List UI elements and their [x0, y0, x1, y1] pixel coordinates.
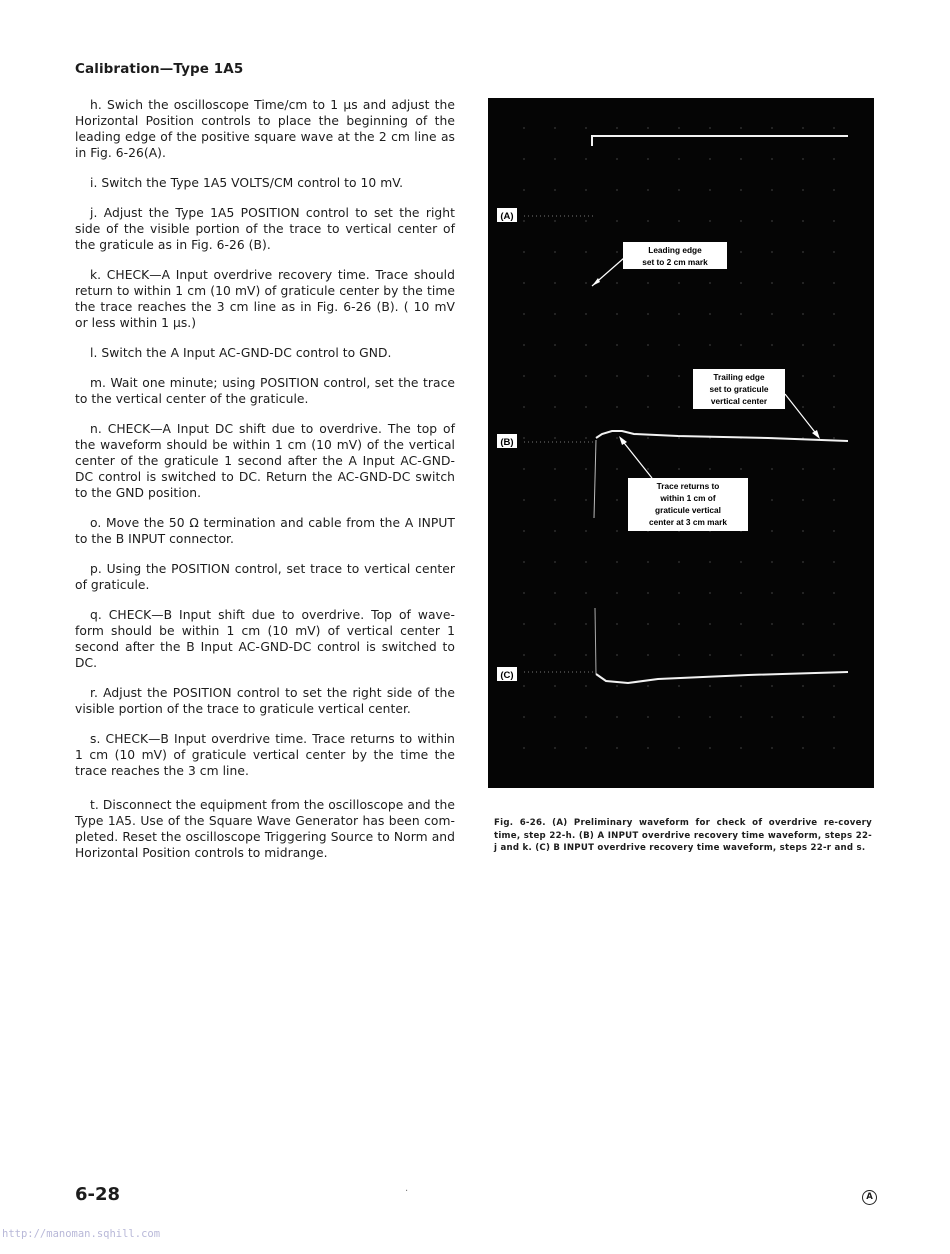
graticule-dot: [616, 344, 618, 346]
graticule-dot: [647, 375, 649, 377]
graticule-dot: [523, 375, 525, 377]
graticule-dot: [802, 158, 804, 160]
svg-text:(A): (A): [500, 211, 514, 222]
graticule-dot: [802, 127, 804, 129]
graticule-dot: [616, 499, 618, 501]
graticule-dot: [554, 158, 556, 160]
graticule-dot: [647, 158, 649, 160]
trace-c: [596, 672, 848, 683]
graticule-dot: [585, 654, 587, 656]
graticule-dot: [523, 220, 525, 222]
graticule-dot: [647, 406, 649, 408]
callout-trace-returns: [619, 436, 748, 531]
graticule-dot: [771, 747, 773, 749]
graticule-dot: [678, 344, 680, 346]
graticule-dot: [678, 282, 680, 284]
graticule-dot: [771, 468, 773, 470]
graticule-dot: [678, 189, 680, 191]
trace-b: [596, 431, 848, 441]
stray-dot: ·: [405, 1186, 409, 1197]
graticule-dot: [616, 716, 618, 718]
graticule-dot: [523, 468, 525, 470]
step-r: r. Adjust the POSITION control to set the right side of the visible portion of the trace to graticule vertical center.: [75, 686, 455, 716]
graticule-dot: [523, 127, 525, 129]
graticule-dot: [585, 313, 587, 315]
graticule-dot: [554, 282, 556, 284]
graticule-dot: [771, 251, 773, 253]
graticule-dot: [833, 685, 835, 687]
step-t: t. Disconnect the equipment from the oscilloscope and the Type 1A5. Use of the Square Wave Generator has been com-pleted. Reset the oscilloscope Triggering Source to Norm and Horizontal Position controls to midrange.: [75, 798, 455, 860]
graticule-dot: [678, 716, 680, 718]
graticule-dot: [802, 716, 804, 718]
graticule-dot: [616, 561, 618, 563]
graticule-dot: [833, 592, 835, 594]
graticule-dot: [771, 530, 773, 532]
graticule-dot: [554, 251, 556, 253]
graticule-dot: [678, 313, 680, 315]
graticule-dot: [523, 251, 525, 253]
graticule-dot: [833, 344, 835, 346]
graticule-dot: [833, 220, 835, 222]
graticule-dot: [771, 499, 773, 501]
graticule-dot: [585, 592, 587, 594]
graticule-dot: [585, 530, 587, 532]
graticule-dot: [554, 375, 556, 377]
graticule-dot: [771, 716, 773, 718]
graticule-dot: [554, 344, 556, 346]
graticule-dot: [833, 623, 835, 625]
graticule-dot: [709, 127, 711, 129]
callout-trailing-edge: [693, 369, 820, 439]
graticule-dot: [523, 406, 525, 408]
graticule-dot: [616, 437, 618, 439]
graticule-dot: [585, 189, 587, 191]
graticule-dot: [802, 189, 804, 191]
graticule-dot: [585, 468, 587, 470]
graticule-dot: [585, 375, 587, 377]
step-h: h. Swich the oscilloscope Time/cm to 1 μs and adjust the Horizontal Position controls to place the beginning of the leading edge of the positive square wave at the 2 cm line as in Fig. 6-26(A).: [75, 98, 455, 160]
trace-b-vertical: [594, 440, 596, 518]
graticule-dot: [585, 158, 587, 160]
step-i: i. Switch the Type 1A5 VOLTS/CM control to 10 mV.: [90, 176, 404, 190]
graticule-dot: [771, 220, 773, 222]
graticule-dot: [554, 716, 556, 718]
graticule-dot: [678, 623, 680, 625]
graticule-dot: [616, 747, 618, 749]
step-n: n. CHECK—A Input DC shift due to overdrive. The top of the waveform should be within 1 cm (10 mV) of the vertical center of the graticule 1 second after the A Input AC-GND-DC control is switched to DC. Return the AC-GND-DC switch to the GND position.: [75, 422, 455, 500]
graticule-dot: [647, 747, 649, 749]
graticule-dot: [616, 375, 618, 377]
graticule-dot: [678, 592, 680, 594]
graticule-dot: [647, 282, 649, 284]
svg-text:vertical center: vertical center: [710, 396, 768, 406]
graticule-dot: [554, 127, 556, 129]
graticule-dot: [802, 623, 804, 625]
graticule-dot: [833, 127, 835, 129]
svg-text:graticule vertical: graticule vertical: [655, 505, 721, 515]
graticule-dot: [678, 220, 680, 222]
graticule-dot: [771, 561, 773, 563]
svg-text:Leading edge: Leading edge: [648, 245, 702, 255]
graticule-dot: [616, 158, 618, 160]
graticule-dot: [523, 747, 525, 749]
graticule-dot: [740, 127, 742, 129]
graticule-dot: [802, 499, 804, 501]
graticule-dot: [585, 220, 587, 222]
graticule-dot: [554, 685, 556, 687]
graticule-dot: [585, 561, 587, 563]
graticule-dot: [802, 406, 804, 408]
graticule-dot: [554, 406, 556, 408]
graticule-dot: [678, 654, 680, 656]
svg-text:set to 2 cm mark: set to 2 cm mark: [642, 257, 708, 267]
graticule-dot: [678, 375, 680, 377]
step-q: q. CHECK—B Input shift due to overdrive. Top of wave-form should be within 1 cm (10 mV) of vertical center 1 second after the B Input AC-GND-DC control is switched to DC.: [75, 608, 455, 670]
graticule-dot: [709, 561, 711, 563]
graticule-dot: [678, 127, 680, 129]
graticule-dot: [616, 313, 618, 315]
graticule-dot: [647, 437, 649, 439]
svg-text:Trailing edge: Trailing edge: [713, 372, 765, 382]
svg-text:center at 3 cm mark: center at 3 cm mark: [649, 517, 727, 527]
graticule-dot: [647, 313, 649, 315]
graticule-dot: [709, 282, 711, 284]
svg-text:(B): (B): [500, 437, 514, 448]
step-l: l. Switch the A Input AC-GND-DC control to GND.: [90, 346, 392, 360]
graticule-dot: [523, 530, 525, 532]
graticule-dot: [585, 747, 587, 749]
graticule-dot: [585, 127, 587, 129]
graticule-dot: [523, 716, 525, 718]
callout-leading-edge: [592, 242, 727, 286]
graticule-dot: [802, 468, 804, 470]
graticule-dot: [554, 654, 556, 656]
graticule-dot: [802, 375, 804, 377]
graticule-dot: [740, 747, 742, 749]
graticule-dot: [771, 592, 773, 594]
graticule-dot: [709, 220, 711, 222]
graticule-dot: [833, 561, 835, 563]
graticule-dot: [802, 530, 804, 532]
graticule-dot: [771, 127, 773, 129]
graticule-dot: [554, 220, 556, 222]
graticule-dot: [523, 344, 525, 346]
watermark-url: http://manoman.sqhill.com: [2, 1228, 161, 1240]
graticule-dot: [616, 654, 618, 656]
graticule-dot: [833, 158, 835, 160]
trace-a: [592, 136, 848, 146]
graticule-dot: [771, 282, 773, 284]
graticule-dot: [771, 344, 773, 346]
step-s: s. CHECK—B Input overdrive time. Trace returns to within 1 cm (10 mV) of graticule vertical center by the time the trace reaches the 3 cm line.: [75, 732, 455, 778]
graticule-dot: [709, 344, 711, 346]
graticule-dot: [616, 406, 618, 408]
graticule-dot: [802, 313, 804, 315]
graticule-dot: [585, 685, 587, 687]
graticule-dot: [647, 623, 649, 625]
graticule-dot: [802, 685, 804, 687]
graticule-dot: [554, 561, 556, 563]
graticule-dot: [647, 127, 649, 129]
graticule-dot: [709, 313, 711, 315]
graticule-dot: [647, 561, 649, 563]
graticule-dot: [585, 344, 587, 346]
graticule-dot: [740, 220, 742, 222]
graticule-dot: [678, 437, 680, 439]
graticule-dot: [585, 499, 587, 501]
graticule-dot: [523, 685, 525, 687]
graticule-dot: [833, 406, 835, 408]
running-header: Calibration—Type 1A5: [75, 61, 244, 77]
page-number: 6-28: [75, 1184, 121, 1205]
graticule-dot: [833, 375, 835, 377]
graticule-dot: [523, 437, 525, 439]
graticule-dot: [554, 437, 556, 439]
svg-text:(C): (C): [500, 670, 514, 681]
graticule-dot: [740, 282, 742, 284]
graticule-dot: [616, 251, 618, 253]
graticule-dot: [709, 716, 711, 718]
graticule-dot: [523, 313, 525, 315]
graticule-dot: [585, 437, 587, 439]
graticule-dot: [833, 716, 835, 718]
graticule-dot: [616, 592, 618, 594]
graticule-dot: [833, 499, 835, 501]
figure-caption: Fig. 6-26. (A) Preliminary waveform for check of overdrive re-covery time, step 22-h. (B) A INPUT overdrive recovery time waveform, steps 22-j and k. (C) B INPUT overdrive recovery time waveform, steps 22-r and s.: [494, 818, 872, 853]
graticule-dot: [647, 592, 649, 594]
graticule-dot: [678, 685, 680, 687]
graticule-dot: [709, 189, 711, 191]
graticule-dot: [554, 313, 556, 315]
graticule-dot: [554, 189, 556, 191]
graticule-dot: [523, 158, 525, 160]
trace-c-vertical: [595, 608, 596, 674]
graticule-dot: [647, 685, 649, 687]
graticule-dot: [678, 158, 680, 160]
graticule-dot: [647, 468, 649, 470]
graticule-dot: [740, 251, 742, 253]
graticule-dot: [585, 716, 587, 718]
graticule-dot: [585, 282, 587, 284]
graticule-dot: [740, 592, 742, 594]
oscilloscope-figure: [488, 98, 874, 788]
graticule-dot: [771, 313, 773, 315]
graticule-dot: [616, 189, 618, 191]
graticule-dot: [802, 282, 804, 284]
graticule-dot: [833, 251, 835, 253]
graticule-dot: [740, 313, 742, 315]
graticule-dot: [709, 685, 711, 687]
step-p: p. Using the POSITION control, set trace to vertical center of graticule.: [75, 562, 455, 592]
corner-logo-icon: A: [862, 1190, 877, 1205]
graticule-dot: [802, 561, 804, 563]
graticule-dot: [802, 747, 804, 749]
graticule-dot: [616, 220, 618, 222]
graticule-dot: [833, 468, 835, 470]
graticule-dot: [554, 530, 556, 532]
graticule-dot: [647, 654, 649, 656]
graticule-dot: [585, 623, 587, 625]
graticule-dot: [647, 220, 649, 222]
oscilloscope-photo: [488, 98, 874, 788]
graticule-dot: [833, 313, 835, 315]
svg-text:within 1 cm of: within 1 cm of: [660, 493, 716, 503]
graticule-dot: [709, 654, 711, 656]
graticule-dot: [523, 499, 525, 501]
graticule-dot: [523, 282, 525, 284]
graticule-dot: [616, 685, 618, 687]
graticule-dot: [523, 561, 525, 563]
graticule-dot: [523, 623, 525, 625]
graticule-dot: [771, 189, 773, 191]
graticule-dot: [647, 189, 649, 191]
graticule-dot: [740, 561, 742, 563]
graticule-dot: [647, 716, 649, 718]
graticule-dot: [709, 592, 711, 594]
graticule-dot: [802, 220, 804, 222]
graticule-dot: [771, 623, 773, 625]
graticule-dot: [523, 189, 525, 191]
graticule-dot: [740, 685, 742, 687]
graticule-dot: [554, 468, 556, 470]
graticule-dot: [554, 747, 556, 749]
graticule-dot: [740, 654, 742, 656]
graticule-dot: [616, 530, 618, 532]
graticule-dot: [833, 437, 835, 439]
graticule-dot: [740, 189, 742, 191]
graticule-dot: [833, 747, 835, 749]
graticule-dot: [554, 623, 556, 625]
graticule-dot: [833, 282, 835, 284]
procedure-steps: [75, 97, 455, 875]
graticule-dot: [833, 654, 835, 656]
graticule-dot: [678, 468, 680, 470]
graticule-dot: [647, 344, 649, 346]
svg-text:set to graticule: set to graticule: [709, 384, 769, 394]
graticule-dot: [740, 344, 742, 346]
graticule-dot: [678, 561, 680, 563]
graticule-dot: [523, 654, 525, 656]
svg-text:Trace returns to: Trace returns to: [656, 481, 720, 491]
graticule-dot: [802, 251, 804, 253]
graticule-dot: [771, 685, 773, 687]
graticule-dot: [616, 468, 618, 470]
graticule-dot: [771, 158, 773, 160]
graticule-dot: [709, 468, 711, 470]
step-m: m. Wait one minute; using POSITION control, set the trace to the vertical center of the graticule.: [75, 376, 455, 406]
graticule-dot: [802, 344, 804, 346]
graticule-dot: [585, 251, 587, 253]
graticule-dot: [616, 127, 618, 129]
graticule-dot: [740, 468, 742, 470]
graticule-dot: [616, 282, 618, 284]
graticule-dot: [678, 406, 680, 408]
graticule-dot: [802, 654, 804, 656]
graticule-dot: [554, 499, 556, 501]
graticule-dot: [833, 189, 835, 191]
step-j: j. Adjust the Type 1A5 POSITION control to set the right side of the visible portion of the trace to vertical center of the graticule as in Fig. 6-26 (B).: [75, 206, 455, 252]
graticule-dot: [554, 592, 556, 594]
graticule-dot: [740, 716, 742, 718]
graticule-dot: [709, 623, 711, 625]
graticule-dot: [771, 654, 773, 656]
graticule-dot: [585, 406, 587, 408]
graticule-dot: [678, 747, 680, 749]
label-b: [497, 434, 517, 448]
graticule-dot: [709, 747, 711, 749]
graticule-dot: [523, 592, 525, 594]
graticule-dot: [833, 530, 835, 532]
step-o: o. Move the 50 Ω termination and cable from the A INPUT to the B INPUT connector.: [75, 516, 455, 546]
graticule-dot: [709, 158, 711, 160]
label-c: [497, 667, 517, 681]
step-k: k. CHECK—A Input overdrive recovery time. Trace should return to within 1 cm (10 mV) of graticule center by the time the trace reaches the 3 cm line as in Fig. 6-26 (B). ( 10 mV or less within 1 μs.): [75, 268, 455, 330]
graticule-dot: [740, 623, 742, 625]
graticule-dot: [740, 158, 742, 160]
label-a: [497, 208, 517, 222]
graticule-dot: [616, 623, 618, 625]
graticule-dot: [802, 592, 804, 594]
